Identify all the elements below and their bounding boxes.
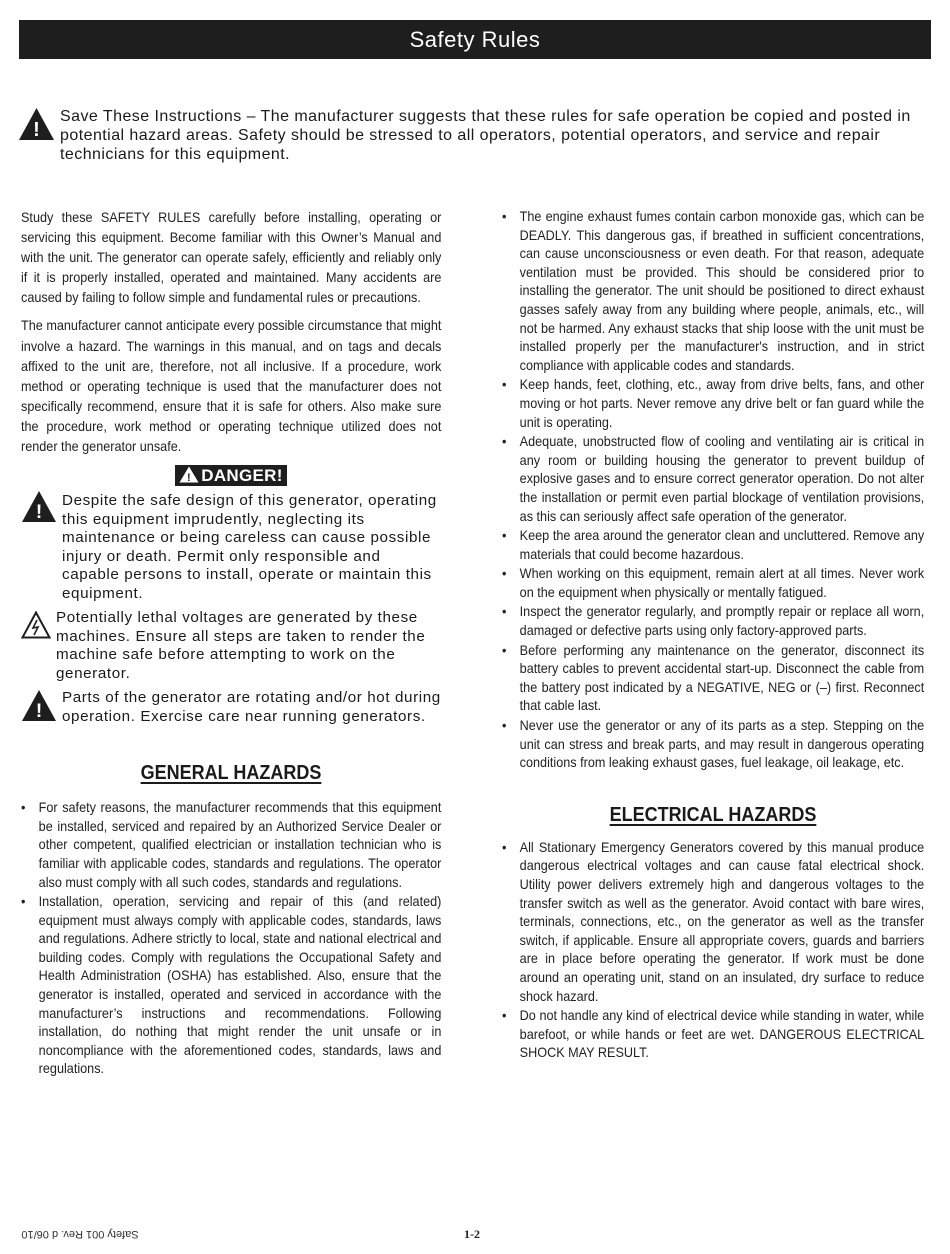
list-item: • Keep hands, feet, clothing, etc., away from drive belts, fans, and other moving or hot parts. Never remove any drive belt or fan guard while the unit is operating. [502, 377, 925, 430]
list-item-text: Never use the generator or any of its parts as a step. Stepping on the unit can stress and break parts, and may result in dangerous operating conditions from leaking exhaust gases, fuel leakage, oil leakage, etc. [519, 718, 925, 771]
list-item-text: Keep hands, feet, clothing, etc., away from drive belts, fans, and other moving or hot parts. Never remove any drive belt or fan guard while the unit is operating. [519, 377, 925, 430]
danger-warning [21, 492, 441, 603]
list-item: • Do not handle any kind of electrical device while standing in water, while barefoot, or while hands or feet are wet. DANGEROUS ELECTRICAL SHOCK MAY RESULT. [502, 1008, 925, 1061]
page-title: Safety Rules [409, 27, 541, 52]
list-item-text: When working on this equipment, remain alert at all times. Never work on the equipment when physically or mentally fatigued. [519, 566, 925, 600]
danger-warning-text: Despite the safe design of this generator, operating this equipment imprudently, neglecting its maintenance or being careless can cause possible injury or death. Permit only responsible and capable persons to install, operate or maintain this equipment. [62, 492, 437, 602]
list-item-text: All Stationary Emergency Generators covered by this manual produce dangerous electrical voltages and can cause fatal electrical shock. Utility power delivers extremely high and dangerous voltages to the transfer switch as well as the generator. Avoid contact with bare wires, terminals, connections, etc., on the generator as well as the transfer switch, if applicable. Ensure all appropriate covers, guards and barriers are in place before operating the generator. If work must be done around an operating unit, stand on an insulated, dry surface to reduce shock hazard. [519, 839, 925, 1004]
danger-warning-text: Parts of the generator are rotating and/or hot during operation. Exercise care near running generators. [62, 689, 441, 725]
list-item: • For safety reasons, the manufacturer recommends that this equipment be installed, serviced and repaired by an Authorized Service Dealer or other competent, qualified electrician or installation technician who is familiar with applicable codes, standards and regulations. The operator also must comply with all such codes, standards and regulations. [21, 800, 442, 890]
list-item: • Installation, operation, servicing and repair of this (and related) equipment must always comply with applicable codes, standards, laws and regulations. Adhere strictly to local, state and national electrical and building codes. Comply with regulations the Occupational Safety and Health Administration (OSHA) has established. Also, ensure that the generator is installed, operated and serviced in accordance with the manufacturer’s instructions and recommendations. Following installation, do nothing that might render the unit unsafe or in noncompliance with the aforementioned codes, standards, laws and regulations. [21, 894, 442, 1077]
list-item: • Adequate, unobstructed flow of cooling and ventilating air is critical in any room or building housing the generator to prevent buildup of explosive gases and to ensure correct generator operation. Do not alter the installation or permit even partial blockage of ventilation provisions, as this can seriously affect safe operation of the generator. [502, 434, 925, 524]
list-item: • All Stationary Emergency Generators covered by this manual produce dangerous electrical voltages and can cause fatal electrical shock. Utility power delivers extremely high and dangerous voltages to the transfer switch as well as the generator. Avoid contact with bare wires, terminals, connections, etc., on the generator as well as the transfer switch, if applicable. Ensure all appropriate covers, guards and barriers are in place before operating the generator. If work must be done around an operating unit, stand on an insulated, dry surface to reduce shock hazard. [502, 839, 925, 1004]
list-item-text: Adequate, unobstructed flow of cooling and ventilating air is critical in any room or building housing the generator to prevent buildup of explosive gases and to ensure correct generator operation. Do not alter the installation or permit even partial blockage of ventilation provisions, as this can seriously affect safe operation of the generator. [519, 434, 925, 524]
svg-text:!: ! [35, 701, 43, 723]
left-column [21, 208, 441, 1080]
svg-text:!: ! [35, 502, 43, 524]
section-title-bar [19, 20, 931, 59]
list-item-text: For safety reasons, the manufacturer recommends that this equipment be installed, serviced and repaired by an Authorized Service Dealer or other competent, qualified electrician or installation technician who is familiar with applicable codes, standards and regulations. The operator also must comply with all such codes, standards and regulations. [38, 800, 442, 890]
list-item: • The engine exhaust fumes contain carbon monoxide gas, which can be DEADLY. This dangerous gas, if breathed in sufficient concentrations, can cause unconsciousness or even death. For that reason, adequate ventilation must be provided. This should be considered prior to installing the generator. The unit should be positioned to direct exhaust gasses safely away from any building where people, animals, etc., will not be harmed. Any exhaust stacks that ship loose with the unit must be installed properly per the manufacturer's instruction, and in strict compliance with applicable codes and standards. [502, 209, 925, 373]
warning-triangle-icon [18, 107, 55, 141]
electrical-hazards-heading: ELECTRICAL HAZARDS [609, 803, 817, 826]
right-column [502, 208, 924, 1064]
general-hazards-heading: GENERAL HAZARDS [140, 762, 322, 785]
danger-label-wrap [21, 465, 441, 486]
warning-triangle-icon [179, 466, 199, 483]
warning-triangle-icon [21, 490, 57, 523]
electrical-hazard-icon [21, 611, 51, 639]
list-item-text: Do not handle any kind of electrical device while standing in water, while barefoot, or while hands or feet are wet. DANGEROUS ELECTRICAL SHOCK MAY RESULT. [519, 1008, 925, 1061]
save-instructions-text: Save These Instructions – The manufacturer suggests that these rules for safe operation be copied and posted in potential hazard areas. Safety should be stressed to all operators, potential operators, and service and repair technicians for this equipment. [60, 108, 911, 163]
svg-text:!: ! [33, 119, 40, 141]
general-hazards-list [21, 799, 441, 1079]
general-hazards-list-continued [502, 208, 924, 773]
list-item-text: The engine exhaust fumes contain carbon monoxide gas, which can be DEADLY. This dangerous gas, if breathed in sufficient concentrations, can cause unconsciousness or even death. For that reason, adequate ventilation must be provided. This should be considered prior to installing the generator. The unit should be positioned to direct exhaust gasses safely away from any building where people, animals, etc., will not be harmed. Any exhaust stacks that ship loose with the unit must be installed properly per the manufacturer's instruction, and in strict compliance with applicable codes and standards. [519, 209, 925, 373]
danger-warning [21, 689, 441, 726]
page-number: 1-2 [464, 1227, 480, 1241]
list-item: • Before performing any maintenance on the generator, disconnect its battery cables to prevent accidental start-up. Disconnect the cable from the battery post indicated by a NEGATIVE, NEG or (–) first. Reconnect that cable last. [502, 642, 925, 714]
list-item-text: Before performing any maintenance on the generator, disconnect its battery cables to prevent accidental start-up. Disconnect the cable from the battery post indicated by a NEGATIVE, NEG or (–) first. Reconnect that cable last. [519, 642, 925, 714]
electrical-hazards-list [502, 839, 924, 1063]
warning-triangle-icon [21, 689, 57, 722]
list-item-text: Installation, operation, servicing and repair of this (and related) equipment must always comply with applicable codes, standards, laws and regulations. Adhere strictly to local, state and national electrical and building codes. Comply with regulations the Occupational Safety and Health Administration (OSHA) has established. Also, ensure that the generator is installed, operated and serviced in accordance with the manufacturer’s instructions and recommendations. Following installation, do nothing that might render the unit unsafe or in noncompliance with the aforementioned codes, standards, laws and regulations. [38, 894, 442, 1077]
danger-warning [21, 609, 441, 683]
danger-warning-text: Potentially lethal voltages are generated by these machines. Ensure all steps are taken to render the machine safe before attempting to work on the generator. [56, 609, 426, 682]
intro-paragraph: The manufacturer cannot anticipate every possible circumstance that might involve a hazard. The warnings in this manual, and on tags and decals affixed to the unit are, therefore, not all inclusive. If a procedure, work method or operating technique is used that the manufacturer does not specifically recommend, ensure that it is safe for others. Also make sure the procedure, work method or operating technique utilized does not render the generator unsafe. [21, 318, 442, 455]
document-code: Safety 001 Rev. d 06/10 [21, 1228, 139, 1240]
list-item-text: Keep the area around the generator clean and uncluttered. Remove any materials that could become hazardous. [519, 528, 925, 562]
list-item: • Keep the area around the generator clean and uncluttered. Remove any materials that could become hazardous. [502, 528, 925, 562]
list-item: • When working on this equipment, remain alert at all times. Never work on the equipment when physically or mentally fatigued. [502, 566, 925, 600]
danger-label: DANGER! [201, 466, 283, 486]
list-item-text: Inspect the generator regularly, and promptly repair or replace all worn, damaged or defective parts using only factory-approved parts. [519, 604, 925, 639]
list-item: • Inspect the generator regularly, and promptly repair or replace all worn, damaged or defective parts using only factory-approved parts. [502, 604, 925, 639]
list-item: • Never use the generator or any of its parts as a step. Stepping on the unit can stress and break parts, and may result in dangerous operating conditions from leaking exhaust gases, fuel leakage, oil leakage, etc. [502, 718, 925, 771]
save-instructions-notice [18, 107, 930, 164]
svg-text:!: ! [187, 472, 192, 484]
danger-badge [175, 465, 286, 486]
intro-paragraph: Study these SAFETY RULES carefully before installing, operating or servicing this equipment. Become familiar with this Owner’s Manual and with the unit. The generator can operate safely, efficiently and reliably only if it is properly installed, operated and maintained. Many accidents are caused by failing to follow simple and fundamental rules or precautions. [21, 210, 442, 306]
